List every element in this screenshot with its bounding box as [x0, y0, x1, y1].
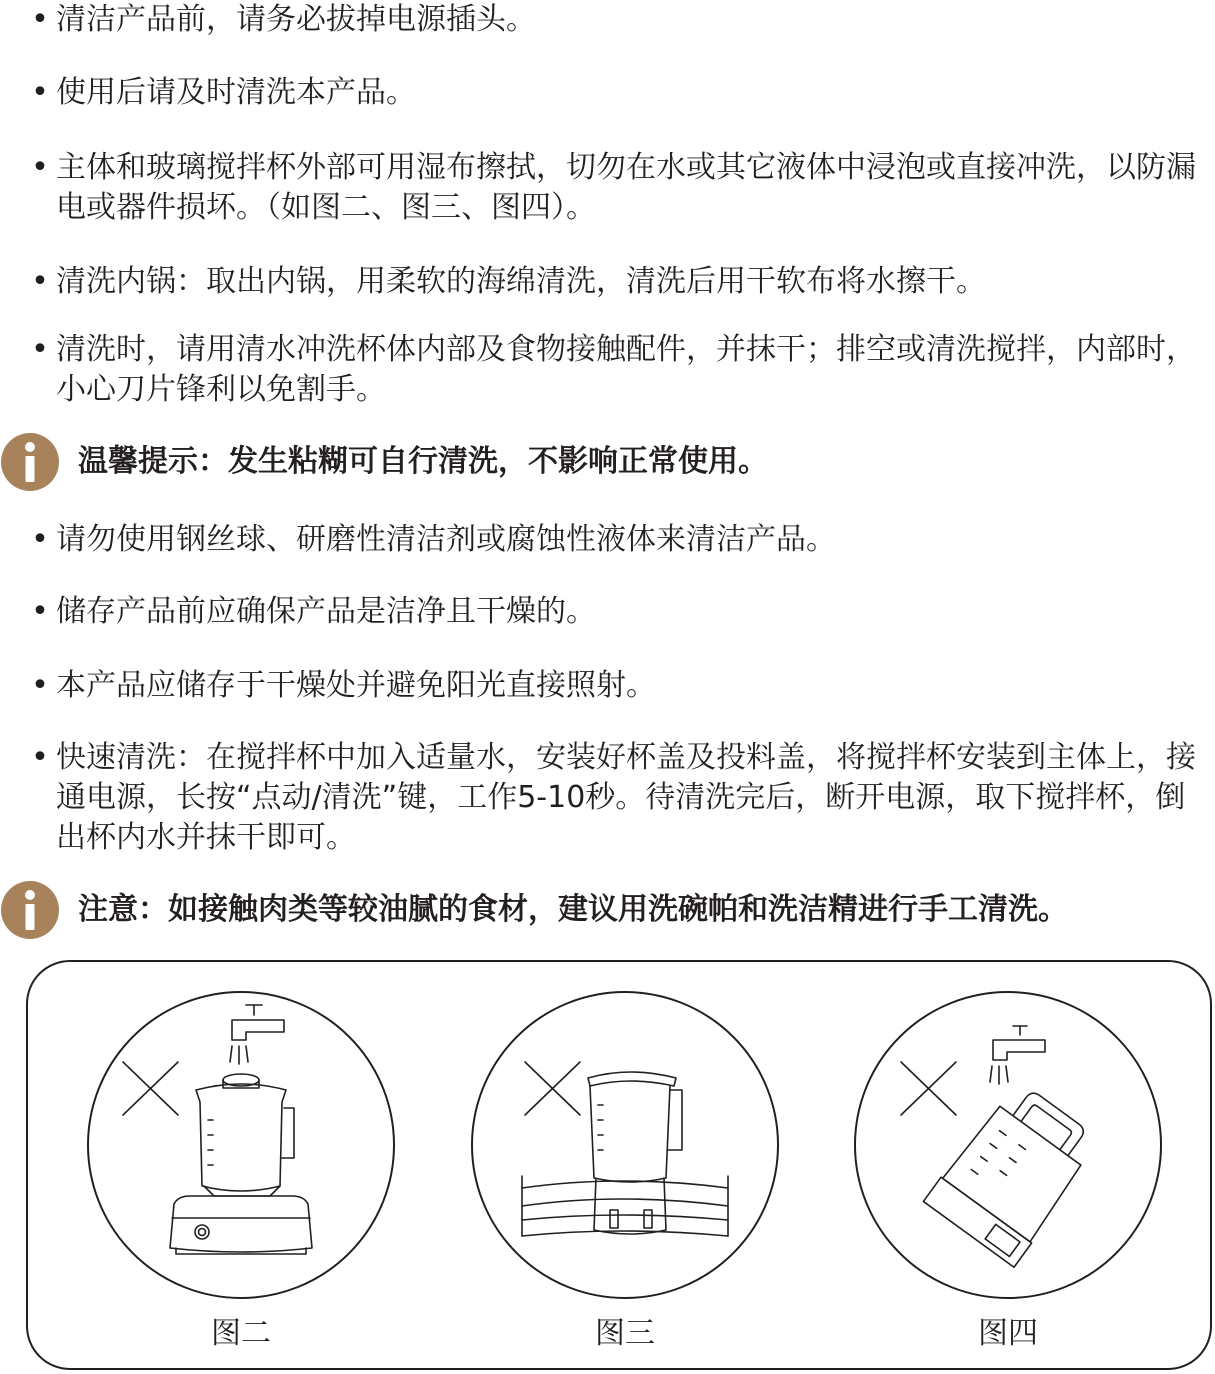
list-item	[30, 738, 1210, 858]
bullet: •	[31, 2, 49, 37]
tip-row	[0, 432, 1215, 492]
list-item-text: 储存产品前应确保产品是洁净且干燥的。	[56, 594, 596, 629]
list-item-text: 清洁产品前，请务必拔掉电源插头。	[56, 2, 536, 37]
tilted-body-under-tap-prohibited-icon	[853, 990, 1163, 1300]
list-item-text: 快速清洗：在搅拌杯中加入适量水，安装好杯盖及投料盖，将搅拌杯安装到主体上，接通电源，长按“点动/清洗”键，工作5-10秒。待清洗完后，断开电源，取下搅拌杯，倒出杯内水并抹干即可。	[56, 740, 1196, 855]
tip-text: 温馨提示：发生粘糊可自行清洗，不影响正常使用。	[78, 444, 768, 479]
list-item	[30, 0, 1210, 40]
list-item-text: 请勿使用钢丝球、研磨性清洁剂或腐蚀性液体来清洁产品。	[56, 522, 836, 557]
figure-caption: 图二	[211, 1316, 271, 1351]
list-item-text: 清洗内锅：取出内锅，用柔软的海绵清洗，清洗后用干软布将水擦干。	[56, 264, 986, 299]
bullet: •	[31, 264, 49, 299]
caution-row	[0, 880, 1215, 940]
bullet: •	[31, 150, 49, 185]
list-item-text: 清洗时，请用清水冲洗杯体内部及食物接触配件，并抹干；排空或清洗搅拌，内部时，小心刀片锋利以免割手。	[56, 332, 1196, 407]
list-item-text: 本产品应储存于干燥处并避免阳光直接照射。	[56, 668, 656, 703]
bullet: •	[31, 740, 49, 775]
list-item	[30, 666, 1210, 706]
bullet: •	[31, 594, 49, 629]
list-item	[30, 73, 1210, 113]
figure-caption: 图三	[595, 1316, 655, 1351]
list-item-text: 主体和玻璃搅拌杯外部可用湿布擦拭，切勿在水或其它液体中浸泡或直接冲洗，以防漏电或器件损坏。（如图二、图三、图四）。	[56, 150, 1196, 225]
list-item	[30, 592, 1210, 632]
blender-under-tap-prohibited-icon	[86, 990, 396, 1300]
list-item	[30, 520, 1210, 560]
list-item	[30, 330, 1210, 410]
list-item	[30, 148, 1210, 228]
list-item-text: 使用后请及时清洗本产品。	[56, 75, 416, 110]
info-icon	[0, 880, 60, 940]
figure-caption: 图四	[978, 1316, 1038, 1351]
jar-submerged-prohibited-icon	[470, 990, 780, 1300]
list-item	[30, 262, 1210, 302]
caution-text: 注意：如接触肉类等较油腻的食材，建议用洗碗帕和洗洁精进行手工清洗。	[78, 892, 1068, 927]
bullet: •	[31, 75, 49, 110]
bullet: •	[31, 668, 49, 703]
bullet: •	[31, 332, 49, 367]
info-icon	[0, 432, 60, 492]
bullet: •	[31, 522, 49, 557]
